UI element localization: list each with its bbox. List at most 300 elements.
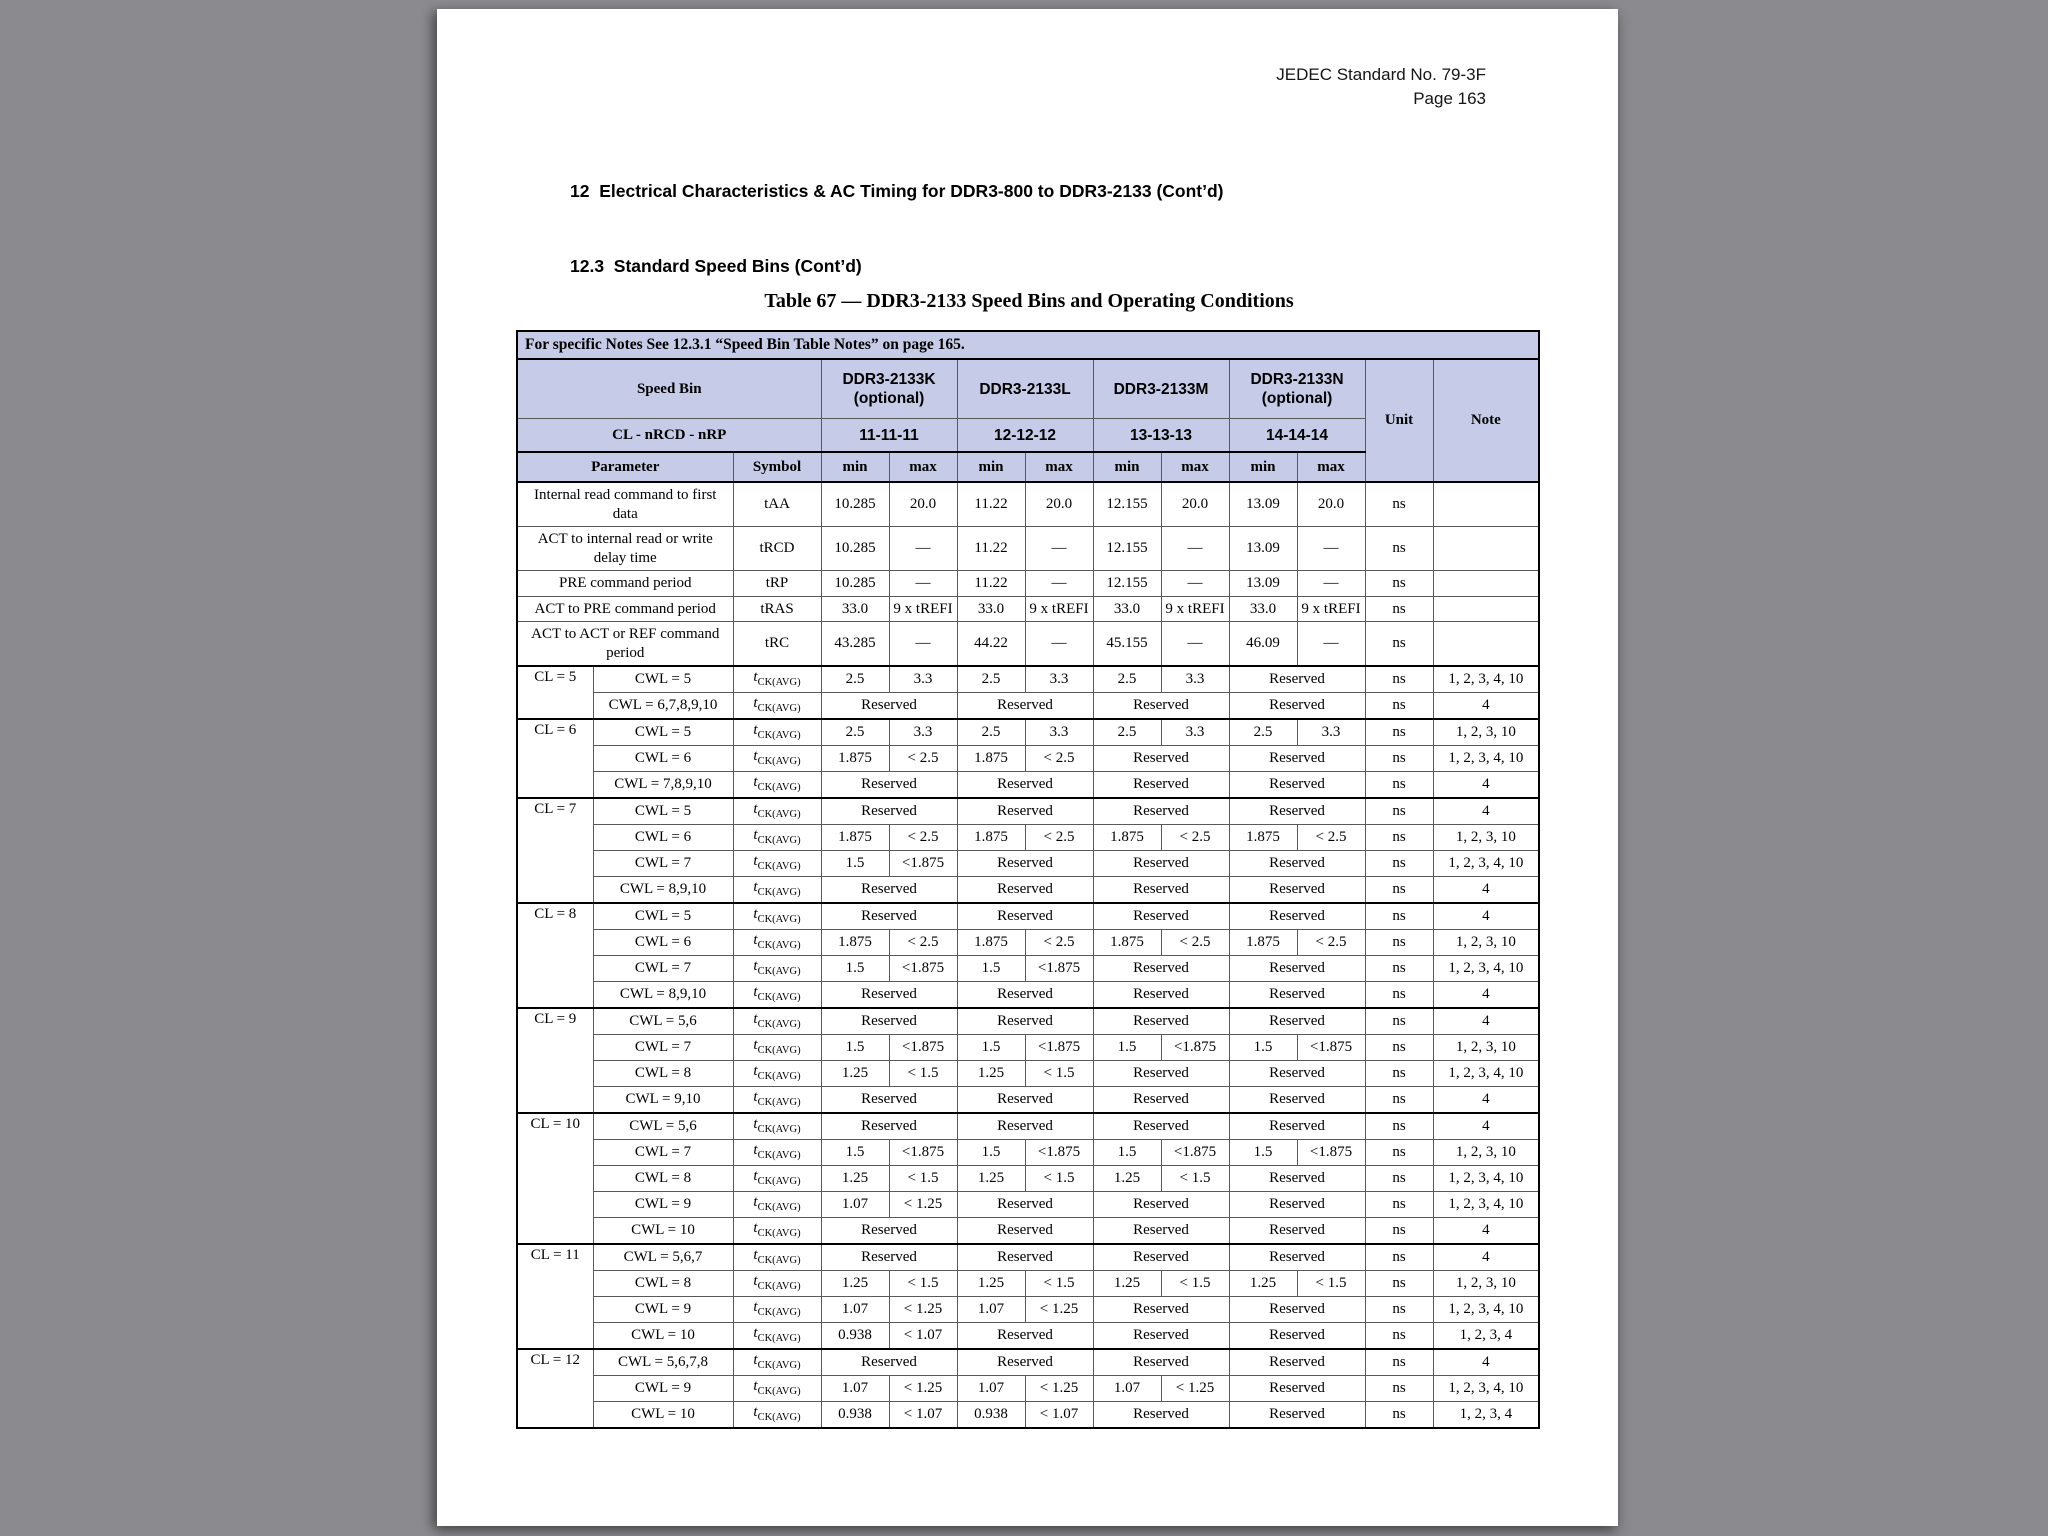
table-row — [517, 1035, 1539, 1061]
unit-cell: ns — [1365, 1113, 1433, 1140]
reserved-cell: Reserved — [1229, 1087, 1365, 1114]
note-cell — [1433, 622, 1539, 667]
table-row — [517, 482, 1539, 527]
symbol-cell: $t_{CK(AVG)}$ — [733, 1008, 821, 1035]
param-name-cell: ACT to internal read or write delay time — [517, 527, 733, 571]
unit-cell: ns — [1365, 1271, 1433, 1297]
table-row — [517, 1349, 1539, 1376]
symbol-cell: $t_{CK(AVG)}$ — [733, 1402, 821, 1429]
cwl-cell: CWL = 8 — [593, 1271, 733, 1297]
reserved-cell: Reserved — [821, 903, 957, 930]
reserved-cell: Reserved — [1093, 982, 1229, 1009]
note-cell: 4 — [1433, 877, 1539, 904]
min-cell: 33.0 — [1093, 596, 1161, 622]
reserved-cell: Reserved — [1229, 851, 1365, 877]
min-header: min — [1093, 452, 1161, 482]
symbol-cell: tRCD — [733, 527, 821, 571]
table-row — [517, 1244, 1539, 1271]
table-row — [517, 596, 1539, 622]
reserved-cell: Reserved — [1093, 877, 1229, 904]
cwl-cell: CWL = 5 — [593, 798, 733, 825]
min-cell: 1.5 — [1093, 1140, 1161, 1166]
unit-cell: ns — [1365, 1192, 1433, 1218]
note-cell: 4 — [1433, 1113, 1539, 1140]
cwl-cell: CWL = 6 — [593, 746, 733, 772]
cwl-cell: CWL = 10 — [593, 1402, 733, 1429]
reserved-cell: Reserved — [1229, 1061, 1365, 1087]
speed-bin-header: Speed Bin — [517, 359, 821, 419]
note-cell — [1433, 482, 1539, 527]
reserved-cell: Reserved — [821, 798, 957, 825]
max-cell: — — [889, 527, 957, 571]
cwl-cell: CWL = 10 — [593, 1218, 733, 1245]
max-cell: — — [1025, 527, 1093, 571]
unit-cell: ns — [1365, 798, 1433, 825]
reserved-cell: Reserved — [1229, 982, 1365, 1009]
speed-bin-table — [516, 330, 1540, 1429]
min-cell: 33.0 — [821, 596, 889, 622]
note-cell — [1433, 596, 1539, 622]
page-header-right — [1276, 63, 1486, 111]
table-row — [517, 719, 1539, 746]
min-cell: 1.07 — [821, 1297, 889, 1323]
max-cell: — — [1297, 571, 1365, 597]
unit-cell: ns — [1365, 746, 1433, 772]
max-cell: < 2.5 — [889, 746, 957, 772]
cwl-cell: CWL = 7 — [593, 1140, 733, 1166]
symbol-cell: $t_{CK(AVG)}$ — [733, 1192, 821, 1218]
max-cell: < 2.5 — [1025, 930, 1093, 956]
reserved-cell: Reserved — [957, 982, 1093, 1009]
cl-group-cell: CL = 6 — [517, 719, 593, 798]
table-row — [517, 1323, 1539, 1350]
note-header: Note — [1433, 359, 1539, 482]
note-cell: 1, 2, 3, 4, 10 — [1433, 1376, 1539, 1402]
min-header: min — [957, 452, 1025, 482]
unit-cell: ns — [1365, 482, 1433, 527]
cl-group-cell: CL = 7 — [517, 798, 593, 903]
reserved-cell: Reserved — [1229, 1166, 1365, 1192]
table-row — [517, 903, 1539, 930]
reserved-cell: Reserved — [821, 693, 957, 720]
unit-cell: ns — [1365, 1166, 1433, 1192]
max-cell: < 1.25 — [1025, 1376, 1093, 1402]
symbol-cell: tAA — [733, 482, 821, 527]
cwl-cell: CWL = 5 — [593, 903, 733, 930]
cl-group-cell: CL = 5 — [517, 666, 593, 719]
min-cell: 1.5 — [821, 851, 889, 877]
max-cell: 3.3 — [889, 666, 957, 693]
symbol-cell: $t_{CK(AVG)}$ — [733, 825, 821, 851]
reserved-cell: Reserved — [1229, 1113, 1365, 1140]
min-cell: 11.22 — [957, 527, 1025, 571]
note-cell: 1, 2, 3, 4, 10 — [1433, 1061, 1539, 1087]
unit-cell: ns — [1365, 666, 1433, 693]
reserved-cell: Reserved — [957, 1218, 1093, 1245]
cwl-cell: CWL = 7 — [593, 956, 733, 982]
cwl-cell: CWL = 5 — [593, 666, 733, 693]
symbol-cell: $t_{CK(AVG)}$ — [733, 1244, 821, 1271]
min-cell: 1.875 — [821, 746, 889, 772]
note-cell: 1, 2, 3, 10 — [1433, 719, 1539, 746]
unit-cell: ns — [1365, 693, 1433, 720]
table-row — [517, 1140, 1539, 1166]
note-cell — [1433, 571, 1539, 597]
cwl-cell: CWL = 9 — [593, 1376, 733, 1402]
section-heading-12: 12 Electrical Characteristics & AC Timing for DDR3-800 to DDR3-2133 (Cont’d) — [570, 181, 1224, 201]
cwl-cell: CWL = 8 — [593, 1166, 733, 1192]
min-header: min — [1229, 452, 1297, 482]
note-cell — [1433, 527, 1539, 571]
max-cell: < 2.5 — [889, 825, 957, 851]
cwl-cell: CWL = 5,6,7 — [593, 1244, 733, 1271]
cwl-cell: CWL = 7,8,9,10 — [593, 772, 733, 799]
min-cell: 1.875 — [957, 746, 1025, 772]
symbol-cell: $t_{CK(AVG)}$ — [733, 1140, 821, 1166]
max-cell: < 2.5 — [889, 930, 957, 956]
symbol-cell: $t_{CK(AVG)}$ — [733, 1061, 821, 1087]
note-cell: 4 — [1433, 982, 1539, 1009]
table-row — [517, 666, 1539, 693]
min-header: min — [821, 452, 889, 482]
symbol-cell: $t_{CK(AVG)}$ — [733, 851, 821, 877]
symbol-cell: $t_{CK(AVG)}$ — [733, 1297, 821, 1323]
cwl-cell: CWL = 5,6 — [593, 1008, 733, 1035]
reserved-cell: Reserved — [957, 1349, 1093, 1376]
max-cell: <1.875 — [889, 956, 957, 982]
reserved-cell: Reserved — [1093, 1218, 1229, 1245]
cwl-cell: CWL = 5,6,7,8 — [593, 1349, 733, 1376]
min-cell: 1.07 — [957, 1376, 1025, 1402]
cwl-cell: CWL = 10 — [593, 1323, 733, 1350]
cwl-cell: CWL = 8,9,10 — [593, 982, 733, 1009]
cwl-cell: CWL = 6,7,8,9,10 — [593, 693, 733, 720]
min-cell: 1.25 — [1229, 1271, 1297, 1297]
table-row — [517, 930, 1539, 956]
unit-cell: ns — [1365, 877, 1433, 904]
reserved-cell: Reserved — [957, 772, 1093, 799]
symbol-cell: $t_{CK(AVG)}$ — [733, 1323, 821, 1350]
max-cell: < 1.25 — [889, 1192, 957, 1218]
min-cell: 1.25 — [957, 1166, 1025, 1192]
unit-cell: ns — [1365, 1061, 1433, 1087]
max-cell: <1.875 — [889, 1035, 957, 1061]
max-header: max — [1297, 452, 1365, 482]
min-cell: 1.5 — [957, 1140, 1025, 1166]
unit-cell: ns — [1365, 956, 1433, 982]
note-cell: 1, 2, 3, 4, 10 — [1433, 956, 1539, 982]
unit-cell: ns — [1365, 1218, 1433, 1245]
reserved-cell: Reserved — [1093, 1061, 1229, 1087]
cwl-cell: CWL = 9 — [593, 1192, 733, 1218]
max-cell: <1.875 — [1297, 1035, 1365, 1061]
table-row — [517, 1113, 1539, 1140]
max-cell: 20.0 — [889, 482, 957, 527]
symbol-cell: $t_{CK(AVG)}$ — [733, 719, 821, 746]
min-cell: 43.285 — [821, 622, 889, 667]
symbol-cell: $t_{CK(AVG)}$ — [733, 930, 821, 956]
reserved-cell: Reserved — [821, 772, 957, 799]
min-cell: 10.285 — [821, 482, 889, 527]
max-cell: <1.875 — [1161, 1035, 1229, 1061]
symbol-cell: $t_{CK(AVG)}$ — [733, 1271, 821, 1297]
parameter-header: Parameter — [517, 452, 733, 482]
min-cell: 1.875 — [1093, 825, 1161, 851]
reserved-cell: Reserved — [957, 903, 1093, 930]
reserved-cell: Reserved — [1093, 693, 1229, 720]
min-cell: 13.09 — [1229, 527, 1297, 571]
min-cell: 1.5 — [957, 1035, 1025, 1061]
cwl-cell: CWL = 5,6 — [593, 1113, 733, 1140]
max-cell: <1.875 — [1025, 956, 1093, 982]
max-cell: <1.875 — [889, 1140, 957, 1166]
min-cell: 1.5 — [821, 1035, 889, 1061]
reserved-cell: Reserved — [1229, 666, 1365, 693]
symbol-cell: $t_{CK(AVG)}$ — [733, 1376, 821, 1402]
min-cell: 1.5 — [957, 956, 1025, 982]
min-cell: 12.155 — [1093, 571, 1161, 597]
reserved-cell: Reserved — [1093, 746, 1229, 772]
max-cell: 20.0 — [1025, 482, 1093, 527]
max-cell: < 1.5 — [1025, 1061, 1093, 1087]
min-cell: 1.875 — [957, 825, 1025, 851]
min-cell: 0.938 — [957, 1402, 1025, 1429]
reserved-cell: Reserved — [821, 1244, 957, 1271]
unit-cell: ns — [1365, 1244, 1433, 1271]
reserved-cell: Reserved — [957, 1087, 1093, 1114]
max-cell: < 1.5 — [1161, 1166, 1229, 1192]
max-cell: — — [1025, 571, 1093, 597]
note-cell: 1, 2, 3, 10 — [1433, 825, 1539, 851]
max-cell: < 2.5 — [1161, 930, 1229, 956]
document-page — [437, 9, 1618, 1526]
symbol-cell: $t_{CK(AVG)}$ — [733, 1035, 821, 1061]
reserved-cell: Reserved — [1093, 903, 1229, 930]
reserved-cell: Reserved — [1229, 746, 1365, 772]
reserved-cell: Reserved — [1229, 798, 1365, 825]
min-cell: 13.09 — [1229, 482, 1297, 527]
reserved-cell: Reserved — [1093, 956, 1229, 982]
min-cell: 2.5 — [957, 719, 1025, 746]
cwl-cell: CWL = 5 — [593, 719, 733, 746]
table-row — [517, 527, 1539, 571]
max-cell: — — [1025, 622, 1093, 667]
table-row — [517, 1192, 1539, 1218]
max-cell: 3.3 — [1161, 666, 1229, 693]
table-row — [517, 1271, 1539, 1297]
cwl-cell: CWL = 6 — [593, 825, 733, 851]
cl-group-cell: CL = 8 — [517, 903, 593, 1008]
reserved-cell: Reserved — [821, 1218, 957, 1245]
reserved-cell: Reserved — [1229, 1244, 1365, 1271]
max-cell: 3.3 — [1297, 719, 1365, 746]
unit-cell: ns — [1365, 982, 1433, 1009]
reserved-cell: Reserved — [1093, 1297, 1229, 1323]
min-cell: 2.5 — [821, 666, 889, 693]
symbol-cell: tRP — [733, 571, 821, 597]
symbol-cell: $t_{CK(AVG)}$ — [733, 982, 821, 1009]
reserved-cell: Reserved — [1093, 1113, 1229, 1140]
max-cell: 3.3 — [1161, 719, 1229, 746]
max-cell: <1.875 — [1025, 1140, 1093, 1166]
symbol-cell: tRAS — [733, 596, 821, 622]
unit-cell: ns — [1365, 527, 1433, 571]
reserved-cell: Reserved — [957, 693, 1093, 720]
cl-group-cell: CL = 11 — [517, 1244, 593, 1349]
table-row — [517, 1297, 1539, 1323]
max-cell: < 1.07 — [889, 1402, 957, 1429]
unit-header: Unit — [1365, 359, 1433, 482]
max-cell: < 2.5 — [1025, 746, 1093, 772]
max-cell: < 1.25 — [1025, 1297, 1093, 1323]
symbol-cell: $t_{CK(AVG)}$ — [733, 1113, 821, 1140]
unit-cell: ns — [1365, 1323, 1433, 1350]
table-row — [517, 1376, 1539, 1402]
bin-header: DDR3-2133L — [957, 359, 1093, 419]
unit-cell: ns — [1365, 772, 1433, 799]
min-cell: 11.22 — [957, 571, 1025, 597]
table-row — [517, 825, 1539, 851]
table-row — [517, 622, 1539, 667]
table-row — [517, 1402, 1539, 1429]
reserved-cell: Reserved — [1093, 1402, 1229, 1429]
note-cell: 4 — [1433, 693, 1539, 720]
note-cell: 1, 2, 3, 10 — [1433, 1140, 1539, 1166]
max-cell: < 2.5 — [1297, 930, 1365, 956]
min-cell: 46.09 — [1229, 622, 1297, 667]
max-header: max — [889, 452, 957, 482]
min-cell: 0.938 — [821, 1402, 889, 1429]
param-name-cell: ACT to ACT or REF command period — [517, 622, 733, 667]
unit-cell: ns — [1365, 596, 1433, 622]
unit-cell: ns — [1365, 719, 1433, 746]
min-cell: 33.0 — [957, 596, 1025, 622]
max-cell: < 1.07 — [889, 1323, 957, 1350]
cl-group-cell: CL = 10 — [517, 1113, 593, 1244]
reserved-cell: Reserved — [957, 877, 1093, 904]
unit-cell: ns — [1365, 1008, 1433, 1035]
min-cell: 2.5 — [821, 719, 889, 746]
max-cell: < 1.25 — [889, 1297, 957, 1323]
reserved-cell: Reserved — [1093, 1244, 1229, 1271]
unit-cell: ns — [1365, 1349, 1433, 1376]
unit-cell: ns — [1365, 1376, 1433, 1402]
min-cell: 10.285 — [821, 571, 889, 597]
reserved-cell: Reserved — [821, 1349, 957, 1376]
max-cell: — — [889, 571, 957, 597]
unit-cell: ns — [1365, 1140, 1433, 1166]
max-cell: <1.875 — [1297, 1140, 1365, 1166]
min-cell: 1.875 — [821, 825, 889, 851]
min-cell: 1.875 — [1229, 930, 1297, 956]
table-row — [517, 982, 1539, 1009]
cwl-cell: CWL = 6 — [593, 930, 733, 956]
min-cell: 1.07 — [1093, 1376, 1161, 1402]
standard-number: JEDEC Standard No. 79-3F — [1276, 65, 1486, 84]
max-cell: 3.3 — [1025, 719, 1093, 746]
min-cell: 0.938 — [821, 1323, 889, 1350]
max-cell: < 1.25 — [889, 1376, 957, 1402]
min-cell: 1.25 — [1093, 1271, 1161, 1297]
reserved-cell: Reserved — [1093, 1349, 1229, 1376]
note-cell: 1, 2, 3, 4, 10 — [1433, 1166, 1539, 1192]
table-row — [517, 1008, 1539, 1035]
max-cell: — — [1297, 527, 1365, 571]
unit-cell: ns — [1365, 1035, 1433, 1061]
reserved-cell: Reserved — [957, 1008, 1093, 1035]
min-cell: 10.285 — [821, 527, 889, 571]
symbol-cell: $t_{CK(AVG)}$ — [733, 693, 821, 720]
min-cell: 2.5 — [1093, 719, 1161, 746]
reserved-cell: Reserved — [821, 877, 957, 904]
table-row — [517, 693, 1539, 720]
symbol-cell: $t_{CK(AVG)}$ — [733, 903, 821, 930]
cwl-cell: CWL = 8,9,10 — [593, 877, 733, 904]
cl-group-cell: CL = 12 — [517, 1349, 593, 1428]
table-row — [517, 851, 1539, 877]
min-cell: 2.5 — [1229, 719, 1297, 746]
symbol-cell: $t_{CK(AVG)}$ — [733, 956, 821, 982]
reserved-cell: Reserved — [957, 851, 1093, 877]
note-cell: 1, 2, 3, 10 — [1433, 1035, 1539, 1061]
reserved-cell: Reserved — [1229, 1218, 1365, 1245]
note-cell: 4 — [1433, 798, 1539, 825]
max-cell: — — [1161, 527, 1229, 571]
min-cell: 45.155 — [1093, 622, 1161, 667]
max-cell: — — [1297, 622, 1365, 667]
min-cell: 12.155 — [1093, 527, 1161, 571]
min-cell: 1.25 — [957, 1271, 1025, 1297]
section-heading-12-3: 12.3 Standard Speed Bins (Cont’d) — [570, 256, 862, 276]
cwl-cell: CWL = 8 — [593, 1061, 733, 1087]
min-cell: 1.07 — [821, 1376, 889, 1402]
symbol-cell: $t_{CK(AVG)}$ — [733, 666, 821, 693]
note-cell: 1, 2, 3, 4, 10 — [1433, 851, 1539, 877]
max-cell: 9 x tREFI — [1161, 596, 1229, 622]
table-row — [517, 1218, 1539, 1245]
reserved-cell: Reserved — [1093, 1008, 1229, 1035]
min-cell: 1.25 — [821, 1271, 889, 1297]
min-cell: 1.25 — [821, 1061, 889, 1087]
reserved-cell: Reserved — [821, 982, 957, 1009]
param-name-cell: PRE command period — [517, 571, 733, 597]
note-banner-cell: For specific Notes See 12.3.1 “Speed Bin Table Notes” on page 165. — [517, 331, 1539, 359]
min-cell: 2.5 — [957, 666, 1025, 693]
reserved-cell: Reserved — [1093, 1323, 1229, 1350]
note-cell: 4 — [1433, 1087, 1539, 1114]
max-cell: <1.875 — [889, 851, 957, 877]
note-cell: 1, 2, 3, 10 — [1433, 1271, 1539, 1297]
reserved-cell: Reserved — [1229, 1376, 1365, 1402]
cl-nrcd-nrp-header: CL - nRCD - nRP — [517, 419, 821, 453]
min-cell: 44.22 — [957, 622, 1025, 667]
note-cell: 1, 2, 3, 4 — [1433, 1402, 1539, 1429]
reserved-cell: Reserved — [1229, 1349, 1365, 1376]
min-cell: 1.875 — [1093, 930, 1161, 956]
note-cell: 4 — [1433, 1349, 1539, 1376]
max-cell: < 1.5 — [889, 1271, 957, 1297]
min-cell: 13.09 — [1229, 571, 1297, 597]
min-cell: 11.22 — [957, 482, 1025, 527]
max-cell: < 2.5 — [1161, 825, 1229, 851]
symbol-cell: $t_{CK(AVG)}$ — [733, 1349, 821, 1376]
note-cell: 1, 2, 3, 4 — [1433, 1323, 1539, 1350]
max-cell: < 1.5 — [1161, 1271, 1229, 1297]
reserved-cell: Reserved — [821, 1113, 957, 1140]
symbol-cell: $t_{CK(AVG)}$ — [733, 1166, 821, 1192]
max-cell: < 1.5 — [889, 1061, 957, 1087]
reserved-cell: Reserved — [821, 1087, 957, 1114]
